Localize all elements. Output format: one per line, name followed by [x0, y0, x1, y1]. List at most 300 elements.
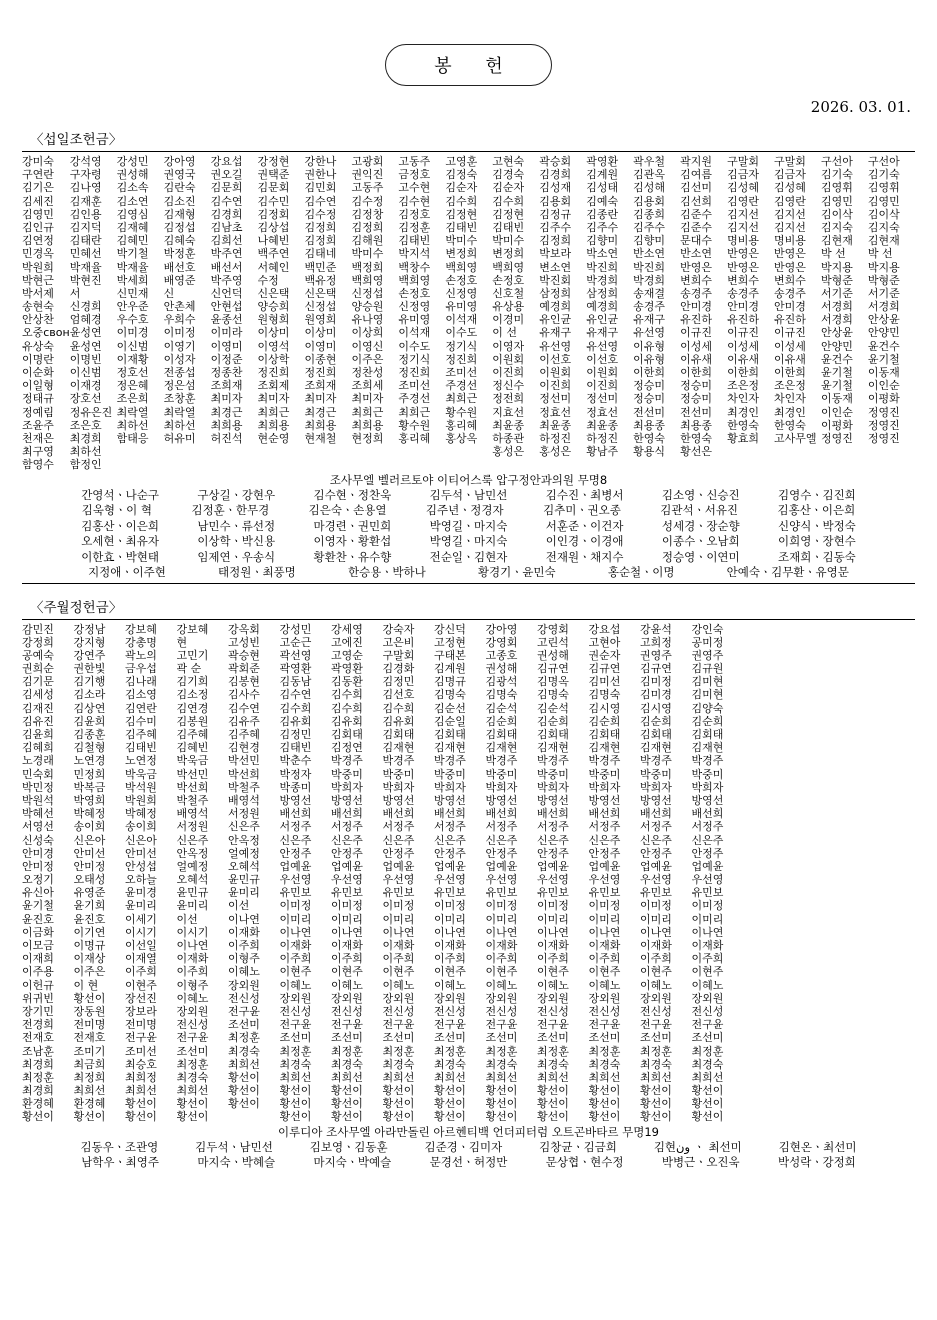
- donor-name: 박미수: [351, 247, 384, 261]
- donor-couple: 남학우ㆍ최영주: [81, 1155, 159, 1170]
- donor-name: 유선영: [633, 326, 666, 340]
- donor-name: 이혜노: [588, 978, 621, 992]
- donor-name: 이재상: [73, 952, 106, 966]
- donor-name: 정찬성: [351, 366, 384, 379]
- donor-name: 곽승회: [539, 155, 572, 168]
- name-column: [868, 155, 915, 472]
- donor-name: 최정훈: [537, 1044, 569, 1058]
- title-area: [22, 0, 915, 86]
- donor-name: 강아영: [163, 155, 196, 168]
- donor-name: 안상윤: [820, 326, 853, 340]
- donor-name: 고영훈: [445, 155, 478, 168]
- donor-name: 배선희: [588, 807, 621, 821]
- name-column: [398, 155, 445, 472]
- name-column: [589, 623, 641, 1124]
- donor-name: 우선영: [691, 873, 724, 887]
- donor-name: 유인균: [586, 313, 619, 327]
- donor-name: 유나영: [351, 313, 384, 327]
- donor-name: 김향미: [633, 234, 666, 248]
- donor-name: 신은주: [331, 833, 363, 847]
- name-column: [821, 155, 868, 472]
- donor-name: 배선희: [640, 807, 672, 821]
- donor-couple: 황환찬ㆍ유수향: [313, 549, 392, 564]
- donor-name: 김지덕: [69, 220, 102, 234]
- donor-name: 박경주: [537, 754, 569, 768]
- donor-name: 신은아: [73, 833, 106, 847]
- donor-name: 우선영: [382, 873, 415, 887]
- donor-name: 백희영: [398, 273, 431, 287]
- donor-couple: 홍순철ㆍ이명: [607, 565, 675, 579]
- donor-name: 홍상옥: [445, 431, 478, 445]
- donor-name: 변희수: [727, 273, 759, 287]
- donor-name: 김주수: [539, 220, 572, 234]
- donor-name: 김태빈: [492, 220, 525, 234]
- donor-name: 안성섭: [125, 859, 157, 873]
- donor-name: 구자령: [69, 168, 102, 182]
- donor-name: 이종현: [304, 352, 337, 366]
- donor-name: 최경숙: [279, 1057, 312, 1071]
- donor-name: 유진하: [680, 313, 712, 327]
- donor-name: 박경주: [588, 754, 621, 768]
- donor-name: 김순희: [640, 714, 672, 728]
- donor-name: 서정주: [434, 820, 466, 834]
- name-column: [586, 155, 633, 472]
- donor-name: 강미숙: [22, 155, 54, 168]
- donor-name: 이나연: [331, 925, 363, 939]
- donor-name: 김성혜: [727, 181, 759, 195]
- section-heading: 〈섭일조헌금〉: [30, 132, 123, 148]
- donor-name: 김미현: [691, 688, 724, 702]
- donor-name: 황선이: [382, 1097, 415, 1111]
- donor-name: 박경주: [640, 754, 672, 768]
- donor-name: 이인순: [820, 405, 853, 419]
- donor-name: 이미정: [279, 899, 312, 913]
- donor-name: 반소연: [633, 247, 666, 261]
- donor-name: 백창수: [398, 260, 431, 274]
- donor-name: 김재진: [22, 701, 54, 715]
- donor-name: 이성자: [163, 352, 196, 366]
- donor-name: 김인용: [69, 207, 102, 221]
- name-column: [22, 155, 70, 472]
- donor-name: 전신성: [176, 1018, 209, 1032]
- donor-name: 유민보: [434, 886, 466, 900]
- donor-name: 하정진: [586, 431, 619, 445]
- donor-name: 김봉원: [176, 714, 209, 728]
- donor-couple: 박영길ㆍ마지숙: [429, 518, 508, 533]
- donor-name: 김수민: [257, 194, 290, 208]
- donor-name: 조미기: [73, 1044, 106, 1058]
- donor-name: 김기숙: [867, 168, 900, 182]
- donor-name: 서정주: [485, 820, 518, 834]
- donor-name: 황선이: [691, 1097, 724, 1111]
- donor-name: 김금자: [774, 168, 806, 182]
- donor-name: 윤미경: [125, 886, 157, 900]
- donor-name: 민경옥: [22, 247, 54, 261]
- donor-name: 이미리: [485, 912, 518, 926]
- donor-couple: 황경기ㆍ윤민숙: [477, 565, 556, 579]
- donor-name: 방영선: [434, 793, 466, 807]
- donor-name: 차인자: [774, 392, 806, 406]
- donor-name: 업예윤: [537, 859, 569, 873]
- donor-name: 이 선: [492, 326, 518, 340]
- donor-name: 김유회: [279, 714, 312, 728]
- donor-couple: 마지숙ㆍ박혜슬: [197, 1155, 276, 1170]
- donor-couple: 전재원ㆍ채지수: [545, 549, 624, 564]
- donor-name: 삼정희: [539, 286, 572, 300]
- donor-name: 안옥정: [176, 846, 209, 860]
- donor-name: 송경주: [727, 286, 759, 300]
- donor-name: 오태성: [73, 873, 106, 887]
- donor-name: 최미자: [351, 392, 384, 406]
- donor-name: 김문회: [257, 181, 290, 195]
- donor-name: 장보라: [125, 1004, 157, 1018]
- donor-name: 정영진: [867, 431, 900, 445]
- donor-name: 신성숙: [22, 833, 54, 847]
- donor-name: 김용회: [539, 194, 572, 208]
- donor-name: 유민보: [382, 886, 415, 900]
- donor-name: 전선미: [680, 405, 712, 419]
- donor-name: 박중미: [331, 767, 363, 781]
- donor-name: 김시영: [588, 701, 621, 715]
- donor-name: 박중미: [691, 767, 724, 781]
- donor-name: 전신성: [228, 991, 260, 1005]
- donor-name: 방영선: [691, 793, 724, 807]
- donor-name: 최하선: [116, 418, 149, 432]
- donor-name: 이선호: [586, 352, 619, 366]
- donor-name: 유진하: [727, 313, 759, 327]
- donor-name: 김영휘: [867, 181, 900, 195]
- donor-name: 엄혜경: [69, 313, 102, 327]
- donor-name: 박미수: [445, 234, 478, 248]
- donor-name: 오혜석: [176, 873, 209, 887]
- donor-name: 이재열: [125, 952, 157, 966]
- donor-name: 배선희: [382, 807, 415, 821]
- donor-name: 황선이: [434, 1084, 466, 1098]
- donor-name: 김영심: [116, 207, 149, 221]
- donor-name: 조선미: [382, 1031, 415, 1045]
- donor-name: 이주희: [691, 952, 724, 966]
- donor-name: 반영은: [727, 247, 759, 261]
- donor-name: 서영선: [22, 820, 54, 834]
- donor-name: 원영희: [304, 313, 337, 327]
- donor-name: 권영국: [163, 168, 196, 182]
- donor-name: 고현숙: [492, 155, 525, 168]
- donor-name: 박경주: [434, 754, 466, 768]
- donor-name: 이인순: [867, 379, 900, 393]
- donor-name: 이주은: [351, 352, 384, 366]
- donor-name: 노연경: [73, 754, 106, 768]
- donor-couple: 마경련ㆍ권민희: [313, 518, 392, 533]
- donor-name: 윤기희: [73, 899, 106, 913]
- donor-name: 김수미: [125, 714, 157, 728]
- donor-name: 조희재: [210, 379, 243, 393]
- donor-name: 김혜숙: [163, 234, 196, 248]
- donor-name: 서정주: [279, 820, 312, 834]
- donor-name: 안정주: [588, 846, 621, 860]
- donor-name: 김경희: [210, 207, 243, 221]
- donor-name: 안미정: [73, 859, 106, 873]
- donor-name: 김정호: [398, 207, 431, 221]
- donor-name: 업예윤: [382, 859, 415, 873]
- donor-name: 박형준: [867, 273, 900, 287]
- donor-name: 최정훈: [228, 1031, 260, 1045]
- donor-name: 이재화: [588, 939, 621, 952]
- donor-name: 전신성: [640, 1004, 672, 1018]
- donor-name: 김명옥: [537, 675, 569, 689]
- donor-name: 조윤주: [22, 418, 54, 432]
- donor-name: 이미리: [382, 912, 415, 926]
- donor-name: 김재현: [537, 741, 569, 755]
- donor-name: 박진희: [633, 260, 666, 274]
- donor-name: 오혜석: [228, 859, 260, 873]
- donor-name: 곽영환: [586, 155, 619, 168]
- donor-name: 황선이: [691, 1084, 724, 1098]
- donor-name: 김수희: [382, 701, 415, 715]
- donor-name: 이재화: [485, 939, 518, 952]
- donor-name: 이미리: [537, 912, 569, 926]
- donor-name: 곽선영: [279, 648, 312, 662]
- donor-name: 유진하: [774, 313, 806, 327]
- donor-name: 김미선: [588, 675, 621, 689]
- tail-couple-row: [22, 519, 915, 535]
- donor-name: 안정주: [434, 846, 466, 860]
- donor-name: 전구윤: [228, 1004, 260, 1018]
- donor-name: 안정주: [331, 846, 363, 860]
- donor-name: 최정훈: [588, 1044, 621, 1058]
- donor-name: 전구윤: [176, 1031, 209, 1045]
- donor-name: 최경희: [22, 1084, 54, 1098]
- donor-name: 전재호: [22, 1031, 54, 1045]
- donor-name: 배선희: [691, 807, 724, 821]
- donor-name: 이현주: [279, 965, 312, 979]
- donor-name: 함영수: [22, 458, 54, 472]
- donor-name: 홍리혜: [398, 431, 431, 445]
- donor-couple: 이종수ㆍ오남희: [661, 534, 740, 548]
- donor-name: 이재화: [382, 939, 415, 952]
- donor-name: 장외원: [485, 991, 518, 1005]
- donor-name: 고수현: [398, 181, 431, 195]
- donor-name: 방영선: [279, 793, 312, 807]
- donor-couple: 김정훈ㆍ한무경: [191, 503, 270, 517]
- donor-name: 오하늘: [125, 873, 157, 887]
- donor-name: 장외원: [382, 991, 415, 1005]
- donor-name: 황선이: [279, 1084, 312, 1098]
- donor-name: 고에진: [331, 635, 363, 649]
- donor-name: 이주희: [640, 952, 672, 966]
- donor-name: 최희정: [125, 1070, 157, 1084]
- donor-name: 박민정: [22, 780, 54, 794]
- donor-name: 김주혜: [176, 728, 209, 741]
- donor-name: 김혜민: [116, 234, 149, 248]
- donor-name: 이 현: [73, 978, 99, 992]
- donor-couple: 김보영ㆍ김동훈: [309, 1139, 388, 1154]
- donor-name: 김재훈: [69, 194, 102, 208]
- donor-name: 이재화: [691, 939, 724, 952]
- donor-name: 황선이: [228, 1084, 260, 1098]
- donor-name: 정영진: [867, 418, 900, 432]
- donor-name: 송이희: [125, 820, 157, 834]
- donor-name: 김관옥: [633, 168, 666, 182]
- donor-name: 이명빈: [69, 352, 102, 366]
- donor-name: 최경근: [304, 405, 337, 419]
- donor-name: 김명숙: [434, 688, 466, 702]
- donor-name: 송경주: [633, 300, 666, 314]
- donor-name: 허유미: [163, 431, 196, 445]
- donor-name: 이주희: [331, 952, 363, 966]
- donor-name: 김수정: [304, 207, 337, 221]
- donor-name: 안정주: [640, 846, 672, 860]
- donor-name: 박춘수: [279, 754, 312, 768]
- donor-name: 이주은: [73, 965, 106, 979]
- donor-name: 이현주: [640, 965, 672, 979]
- donor-name: 신경희: [69, 300, 102, 314]
- donor-name: 정기식: [445, 339, 478, 353]
- name-column: [539, 155, 586, 472]
- donor-name: 전선미: [633, 405, 666, 419]
- donor-couple: 임제연ㆍ우송식: [197, 549, 276, 564]
- donor-name: 우선영: [537, 873, 569, 887]
- donor-name: 권희순: [22, 662, 54, 676]
- donor-name: 신언덕: [210, 286, 243, 300]
- donor-name: 이유새: [680, 352, 712, 366]
- donor-name: 최희선: [640, 1070, 672, 1084]
- donor-name: 김순자: [445, 181, 478, 195]
- donor-couple: 태정원ㆍ최풍명: [218, 565, 296, 579]
- donor-name: 배영석: [176, 807, 209, 821]
- section-heading: 〈주월정헌금〉: [30, 599, 123, 616]
- donor-name: 김연경: [176, 701, 209, 715]
- donor-name: 황선이: [588, 1097, 621, 1111]
- donor-name: 금우섭: [125, 662, 157, 676]
- donor-name: 정승미: [680, 379, 712, 393]
- donor-name: 최경숙: [640, 1057, 672, 1071]
- donor-name: 이미정: [537, 899, 569, 913]
- donor-name: 이시기: [176, 925, 209, 939]
- donor-name: 환경혜: [22, 1097, 54, 1111]
- donor-name: 지효선: [492, 405, 525, 419]
- donor-name: 김소정: [176, 688, 209, 702]
- donor-name: 황선이: [382, 1110, 415, 1124]
- donor-name: 정예림: [22, 405, 54, 419]
- donor-couple: 문상협ㆍ현수정: [545, 1155, 624, 1170]
- name-column: [774, 155, 821, 472]
- donor-name: 최경희: [69, 431, 102, 445]
- donor-name: 우선영: [485, 873, 518, 887]
- donor-name: 김윤희: [73, 714, 106, 728]
- donor-name: 송경주: [680, 286, 712, 300]
- donor-name: 김혜빈: [176, 741, 209, 755]
- donor-name: 신은주: [691, 833, 724, 847]
- name-column: [537, 623, 589, 1124]
- donor-name: 이미리: [279, 912, 312, 926]
- donor-name: 조선미: [228, 1018, 260, 1032]
- donor-name: 정종찬: [210, 366, 243, 379]
- donor-name: 장동원: [73, 1004, 106, 1018]
- donor-name: 수정: [257, 273, 279, 287]
- donor-name: 최하선: [69, 445, 102, 459]
- donor-name: 신: [163, 286, 175, 300]
- donor-name: 강영회: [537, 622, 569, 636]
- donor-name: 신은아: [125, 833, 157, 847]
- donor-name: 이주희: [485, 952, 518, 966]
- donor-name: 박주영: [210, 273, 243, 287]
- name-grid-juwol: [22, 623, 915, 1124]
- donor-name: 이선: [176, 912, 198, 926]
- donor-name: 이나연: [228, 912, 260, 926]
- divider: [22, 151, 915, 152]
- donor-name: 강정현: [257, 155, 290, 168]
- donor-name: 김회태: [537, 728, 569, 741]
- donor-name: 전구윤: [691, 1018, 724, 1032]
- donor-name: 김순희: [537, 714, 569, 728]
- donor-name: 이원회: [586, 366, 619, 379]
- donor-name: 윤기철: [22, 899, 54, 913]
- donor-couple: 마지숙ㆍ박예슬: [313, 1155, 392, 1170]
- donor-name: 전미명: [125, 1018, 157, 1032]
- donor-name: 최정희: [73, 1070, 106, 1084]
- donor-name: 문대수: [680, 234, 712, 248]
- donor-name: 이나연: [485, 925, 518, 939]
- donor-name: 황선이: [537, 1084, 569, 1098]
- donor-name: 박선희: [228, 767, 260, 781]
- donor-name: 황선이: [331, 1097, 363, 1111]
- donor-name: 신은주: [537, 833, 569, 847]
- donor-name: 조선미: [588, 1031, 621, 1045]
- donor-name: 강숙자: [382, 622, 415, 636]
- donor-name: 김영란: [774, 194, 806, 208]
- donor-name: 강성민: [116, 155, 149, 168]
- donor-name: 함정인: [69, 458, 102, 472]
- donor-name: 황선이: [434, 1097, 466, 1111]
- donor-name: 배선희: [331, 807, 363, 821]
- donor-name: 전구윤: [434, 1018, 466, 1032]
- donor-couple: 박성락ㆍ강정희: [778, 1155, 856, 1170]
- donor-couple: 이상학ㆍ박신용: [197, 534, 276, 548]
- donor-name: 고희정: [640, 635, 672, 649]
- donor-name: 이주희: [537, 952, 569, 966]
- donor-name: 이한희: [633, 366, 666, 379]
- donor-name: 박종미: [279, 780, 312, 794]
- name-column: [280, 623, 332, 1124]
- donor-name: 황수원: [445, 405, 478, 419]
- donor-name: 정영진: [820, 431, 853, 445]
- donor-couple: 김영수ㆍ김진희: [778, 487, 856, 502]
- donor-name: 이수도: [445, 326, 478, 340]
- donor-name: 김유주: [228, 714, 260, 728]
- donor-couple: 이한효ㆍ박현태: [81, 549, 159, 564]
- donor-couple: 성세경ㆍ장순향: [661, 518, 740, 533]
- donor-name: 김규연: [537, 662, 569, 676]
- donor-name: 황선이: [279, 1110, 312, 1124]
- donor-name: 이혜노: [691, 978, 724, 992]
- donor-name: 전종섭: [163, 366, 196, 379]
- donor-name: 김소진: [163, 194, 196, 208]
- donor-name: 유민보: [691, 886, 724, 900]
- donor-name: 최희용: [304, 418, 337, 432]
- donor-name: 김종희: [633, 207, 666, 221]
- donor-name: 김영민: [820, 194, 853, 208]
- donor-name: 서경희: [867, 300, 900, 314]
- donor-name: 김주수: [633, 220, 666, 234]
- donor-name: 박철주: [228, 780, 260, 794]
- donor-name: 장호선: [69, 392, 102, 406]
- donor-name: 이동재: [820, 392, 853, 406]
- donor-name: 김소라: [73, 688, 106, 702]
- name-column: [445, 155, 492, 472]
- donor-name: 안현섭: [210, 300, 243, 314]
- donor-name: 신정섭: [304, 300, 337, 314]
- donor-name: 정신수: [492, 379, 525, 393]
